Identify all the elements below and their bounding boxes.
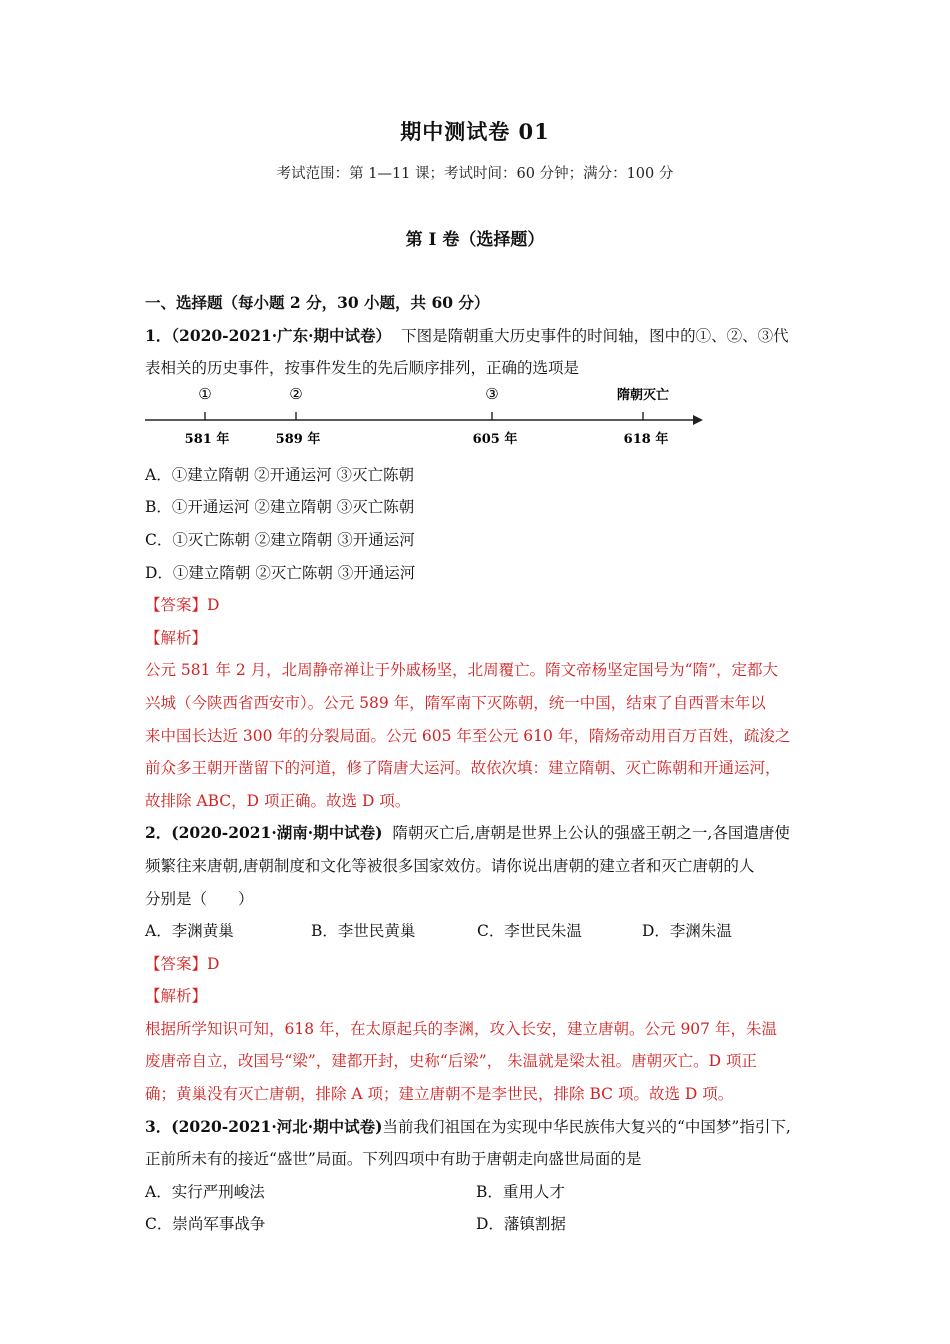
q2-option-b: B．李世民黄巢 (311, 922, 416, 941)
exam-info: 考试范围：第 1—11 课；考试时间：60 分钟；满分：100 分 (276, 166, 674, 182)
q1-analysis-line3: 来中国长达近 300 年的分裂局面。公元 605 年至公元 610 年，隋炀帝动用百万百姓，疏浚之 (145, 726, 791, 745)
q1-source: （2020-2021·广东·期中试卷） (171, 325, 392, 345)
q3-options-row2 (145, 1208, 807, 1241)
q2-source: (2020-2021·湖南·期中试卷) (171, 823, 383, 843)
timeline-year-605: 605 年 (472, 431, 518, 447)
q2-number: 2． (145, 823, 172, 843)
q2-analysis-line2: 废唐帝自立，改国号“梁”，建都开封，史称“后梁”， 朱温就是梁太祖。唐朝灭亡。D 项正 (145, 1052, 757, 1071)
timeline-arrow (693, 415, 703, 425)
timeline-mark-1: ① (198, 386, 212, 403)
q1-answer-value: D (207, 596, 220, 615)
q1-stem-line2: 表相关的历史事件，按事件发生的先后顺序排列，正确的选项是 (145, 359, 580, 378)
q1-analysis-line4: 前众多王朝开凿留下的河道，修了隋唐大运河。故依次填：建立隋朝、灭亡陈朝和开通运河， (145, 759, 781, 778)
q2-answer-label: 【答案】 (145, 954, 208, 973)
q2-answer-value: D (207, 954, 220, 973)
q1-option-b: B．①开通运河 ②建立隋朝 ③灭亡陈朝 (145, 498, 415, 517)
q3-stem-line2: 正前所未有的接近“盛世”局面。下列四项中有助于唐朝走向盛世局面的是 (145, 1150, 642, 1169)
q2-stem-text: 隋朝灭亡后,唐朝是世界上公认的强盛王朝之一,各国遣唐使 (392, 824, 790, 843)
timeline-mark-4: 隋朝灭亡 (616, 387, 670, 403)
q2-options (145, 915, 807, 948)
q1-analysis-line5: 故排除 ABC，D 项正确。故选 D 项。 (145, 791, 411, 810)
q3-stem-line1 (145, 1111, 807, 1144)
q3-options-row1 (145, 1176, 807, 1209)
q1-number: 1． (145, 325, 172, 345)
page-title: 期中测试卷 01 (400, 119, 550, 144)
timeline-graphic (145, 387, 705, 457)
timeline-mark-3: ③ (485, 386, 499, 403)
q1-stem-line1 (145, 320, 807, 353)
q2-stem-line3: 分别是（ ） (145, 889, 254, 908)
q2-answer (145, 948, 807, 981)
q1-analysis-line1: 公元 581 年 2 月，北周静帝禅让于外戚杨坚，北周覆亡。隋文帝杨坚定国号为“隋”，定都大 (145, 661, 779, 680)
q2-option-c: C．李世民朱温 (477, 922, 582, 941)
q1-analysis-line2: 兴城（今陕西省西安市）。公元 589 年，隋军南下灭陈朝，统一中国，结束了自西晋末年以 (145, 693, 766, 712)
q2-stem-line1 (145, 817, 807, 850)
q1-answer (145, 589, 807, 622)
q2-stem-line2: 频繁往来唐朝,唐朝制度和文化等被很多国家效仿。请你说出唐朝的建立者和灭亡唐朝的人 (145, 856, 755, 875)
q3-source: (2020-2021·河北·期中试卷) (171, 1116, 383, 1136)
q1-option-d: D．①建立隋朝 ②灭亡陈朝 ③开通运河 (145, 563, 416, 582)
q2-analysis-line1: 根据所学知识可知，618 年，在太原起兵的李渊，攻入长安，建立唐朝。公元 907 年，朱温 (145, 1019, 777, 1038)
q3-number: 3． (145, 1116, 172, 1136)
q1-answer-label: 【答案】 (145, 596, 208, 615)
q2-analysis-label: 【解析】 (145, 987, 208, 1006)
question-content (145, 287, 807, 1241)
q1-stem-text: 下图是隋朝重大历史事件的时间轴，图中的①、②、③代 (401, 326, 789, 345)
q2-option-a: A．李渊黄巢 (145, 922, 234, 941)
q3-option-c: C．崇尚军事战争 (145, 1215, 266, 1234)
q3-option-b: B．重用人才 (476, 1182, 565, 1201)
q2-analysis-line3: 确；黄巢没有灭亡唐朝，排除 A 项；建立唐朝不是李世民，排除 BC 项。故选 D 项。 (145, 1085, 734, 1104)
q1-option-c: C．①灭亡陈朝 ②建立隋朝 ③开通运河 (145, 530, 415, 549)
timeline-year-618: 618 年 (623, 431, 669, 447)
timeline-year-589: 589 年 (275, 431, 321, 447)
q1-timeline (145, 387, 807, 457)
q1-analysis-label: 【解析】 (145, 628, 208, 647)
q3-stem-text: 当前我们祖国在为实现中华民族伟大复兴的“中国梦”指引下, (382, 1117, 791, 1136)
q2-option-d: D．李渊朱温 (642, 922, 732, 941)
timeline-mark-2: ② (289, 386, 303, 403)
part-title: 第 I 卷（选择题） (405, 230, 545, 250)
section-heading: 一、选择题（每小题 2 分，30 小题，共 60 分） (145, 293, 490, 312)
q3-option-a: A．实行严刑峻法 (145, 1182, 265, 1201)
q3-option-d: D．藩镇割据 (476, 1215, 566, 1234)
timeline-year-581: 581 年 (184, 431, 230, 447)
q1-option-a: A．①建立隋朝 ②开通运河 ③灭亡陈朝 (145, 465, 415, 484)
